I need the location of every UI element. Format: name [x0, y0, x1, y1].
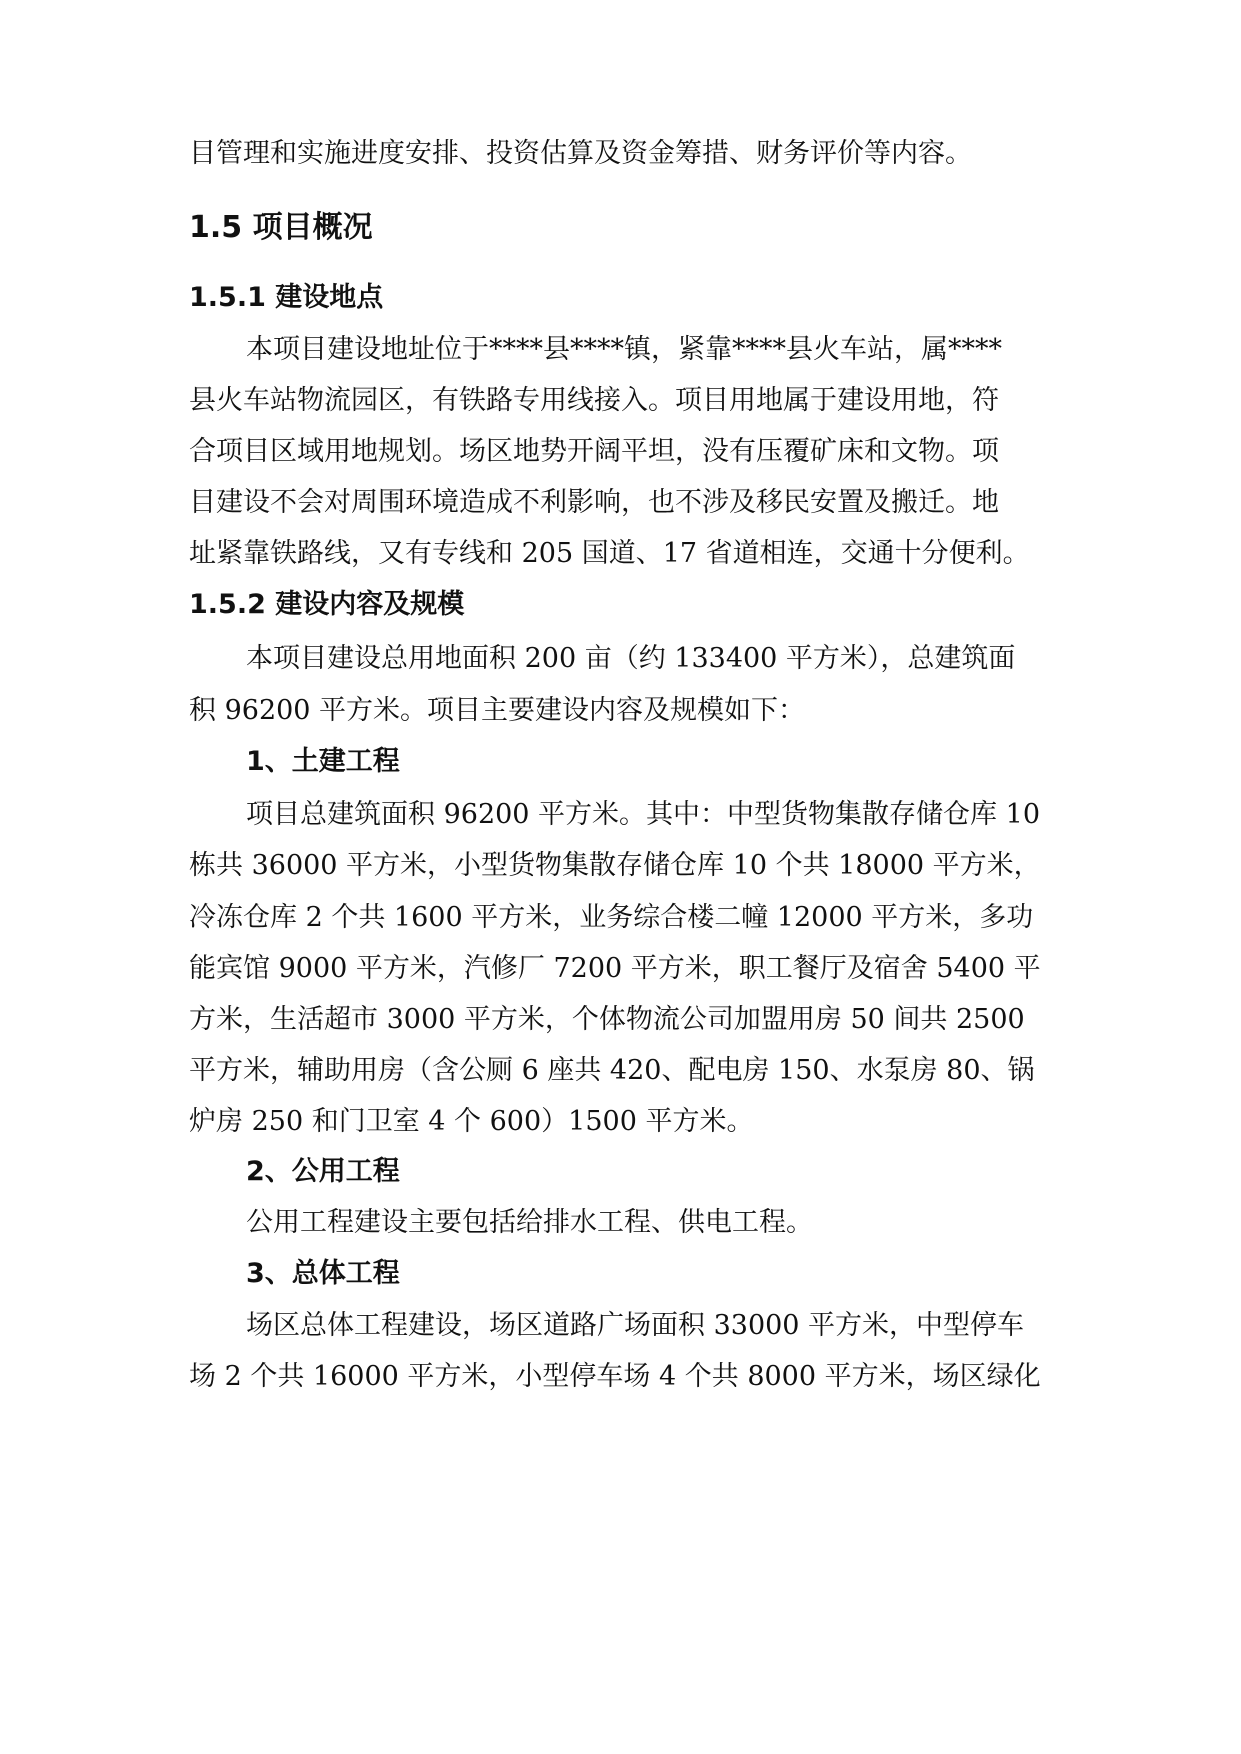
- paragraph-line: 场区总体工程建设，场区道路广场面积 33000 平方米，中型停车: [246, 1310, 1025, 1341]
- paragraph-line: 平方米，辅助用房（含公厕 6 座共 420、配电房 150、水泵房 80、锅: [189, 1055, 1035, 1086]
- subsection-heading-1-5-2: 1.5.2 建设内容及规模: [189, 589, 465, 620]
- paragraph-line: 积 96200 平方米。项目主要建设内容及规模如下：: [189, 695, 806, 726]
- paragraph-line: 本项目建设地址位于****县****镇，紧靠****县火车站，属****: [246, 334, 1002, 365]
- item-heading-overall-works: 3、总体工程: [246, 1258, 400, 1289]
- paragraph-line: 栋共 36000 平方米，小型货物集散存储仓库 10 个共 18000 平方米，: [189, 850, 1041, 881]
- paragraph-line: 能宾馆 9000 平方米，汽修厂 7200 平方米，职工餐厅及宿舍 5400 平: [189, 953, 1041, 984]
- paragraph-line: 址紧靠铁路线，又有专线和 205 国道、17 省道相连，交通十分便利。: [189, 538, 1030, 569]
- paragraph-line: 合项目区域用地规划。场区地势开阔平坦，没有压覆矿床和文物。项: [189, 436, 999, 467]
- paragraph-continuation-line: 目管理和实施进度安排、投资估算及资金筹措、财务评价等内容。: [189, 138, 972, 169]
- paragraph-line: 炉房 250 和门卫室 4 个 600）1500 平方米。: [189, 1106, 754, 1137]
- paragraph-line: 本项目建设总用地面积 200 亩（约 133400 平方米），总建筑面: [246, 643, 1016, 674]
- paragraph-line: 项目总建筑面积 96200 平方米。其中：中型货物集散存储仓库 10: [246, 799, 1040, 830]
- paragraph-line: 方米，生活超市 3000 平方米，个体物流公司加盟用房 50 间共 2500: [189, 1004, 1025, 1035]
- item-heading-public-works: 2、公用工程: [246, 1156, 400, 1187]
- section-heading-1-5: 1.5 项目概况: [189, 210, 373, 245]
- paragraph-line: 目建设不会对周围环境造成不利影响，也不涉及移民安置及搬迁。地: [189, 487, 999, 518]
- paragraph-line: 公用工程建设主要包括给排水工程、供电工程。: [246, 1207, 813, 1238]
- paragraph-line: 场 2 个共 16000 平方米，小型停车场 4 个共 8000 平方米，场区绿化: [189, 1361, 1041, 1392]
- item-heading-civil-works: 1、土建工程: [246, 746, 400, 777]
- paragraph-line: 冷冻仓库 2 个共 1600 平方米，业务综合楼二幢 12000 平方米，多功: [189, 902, 1034, 933]
- subsection-heading-1-5-1: 1.5.1 建设地点: [189, 282, 384, 313]
- paragraph-line: 县火车站物流园区，有铁路专用线接入。项目用地属于建设用地，符: [189, 385, 999, 416]
